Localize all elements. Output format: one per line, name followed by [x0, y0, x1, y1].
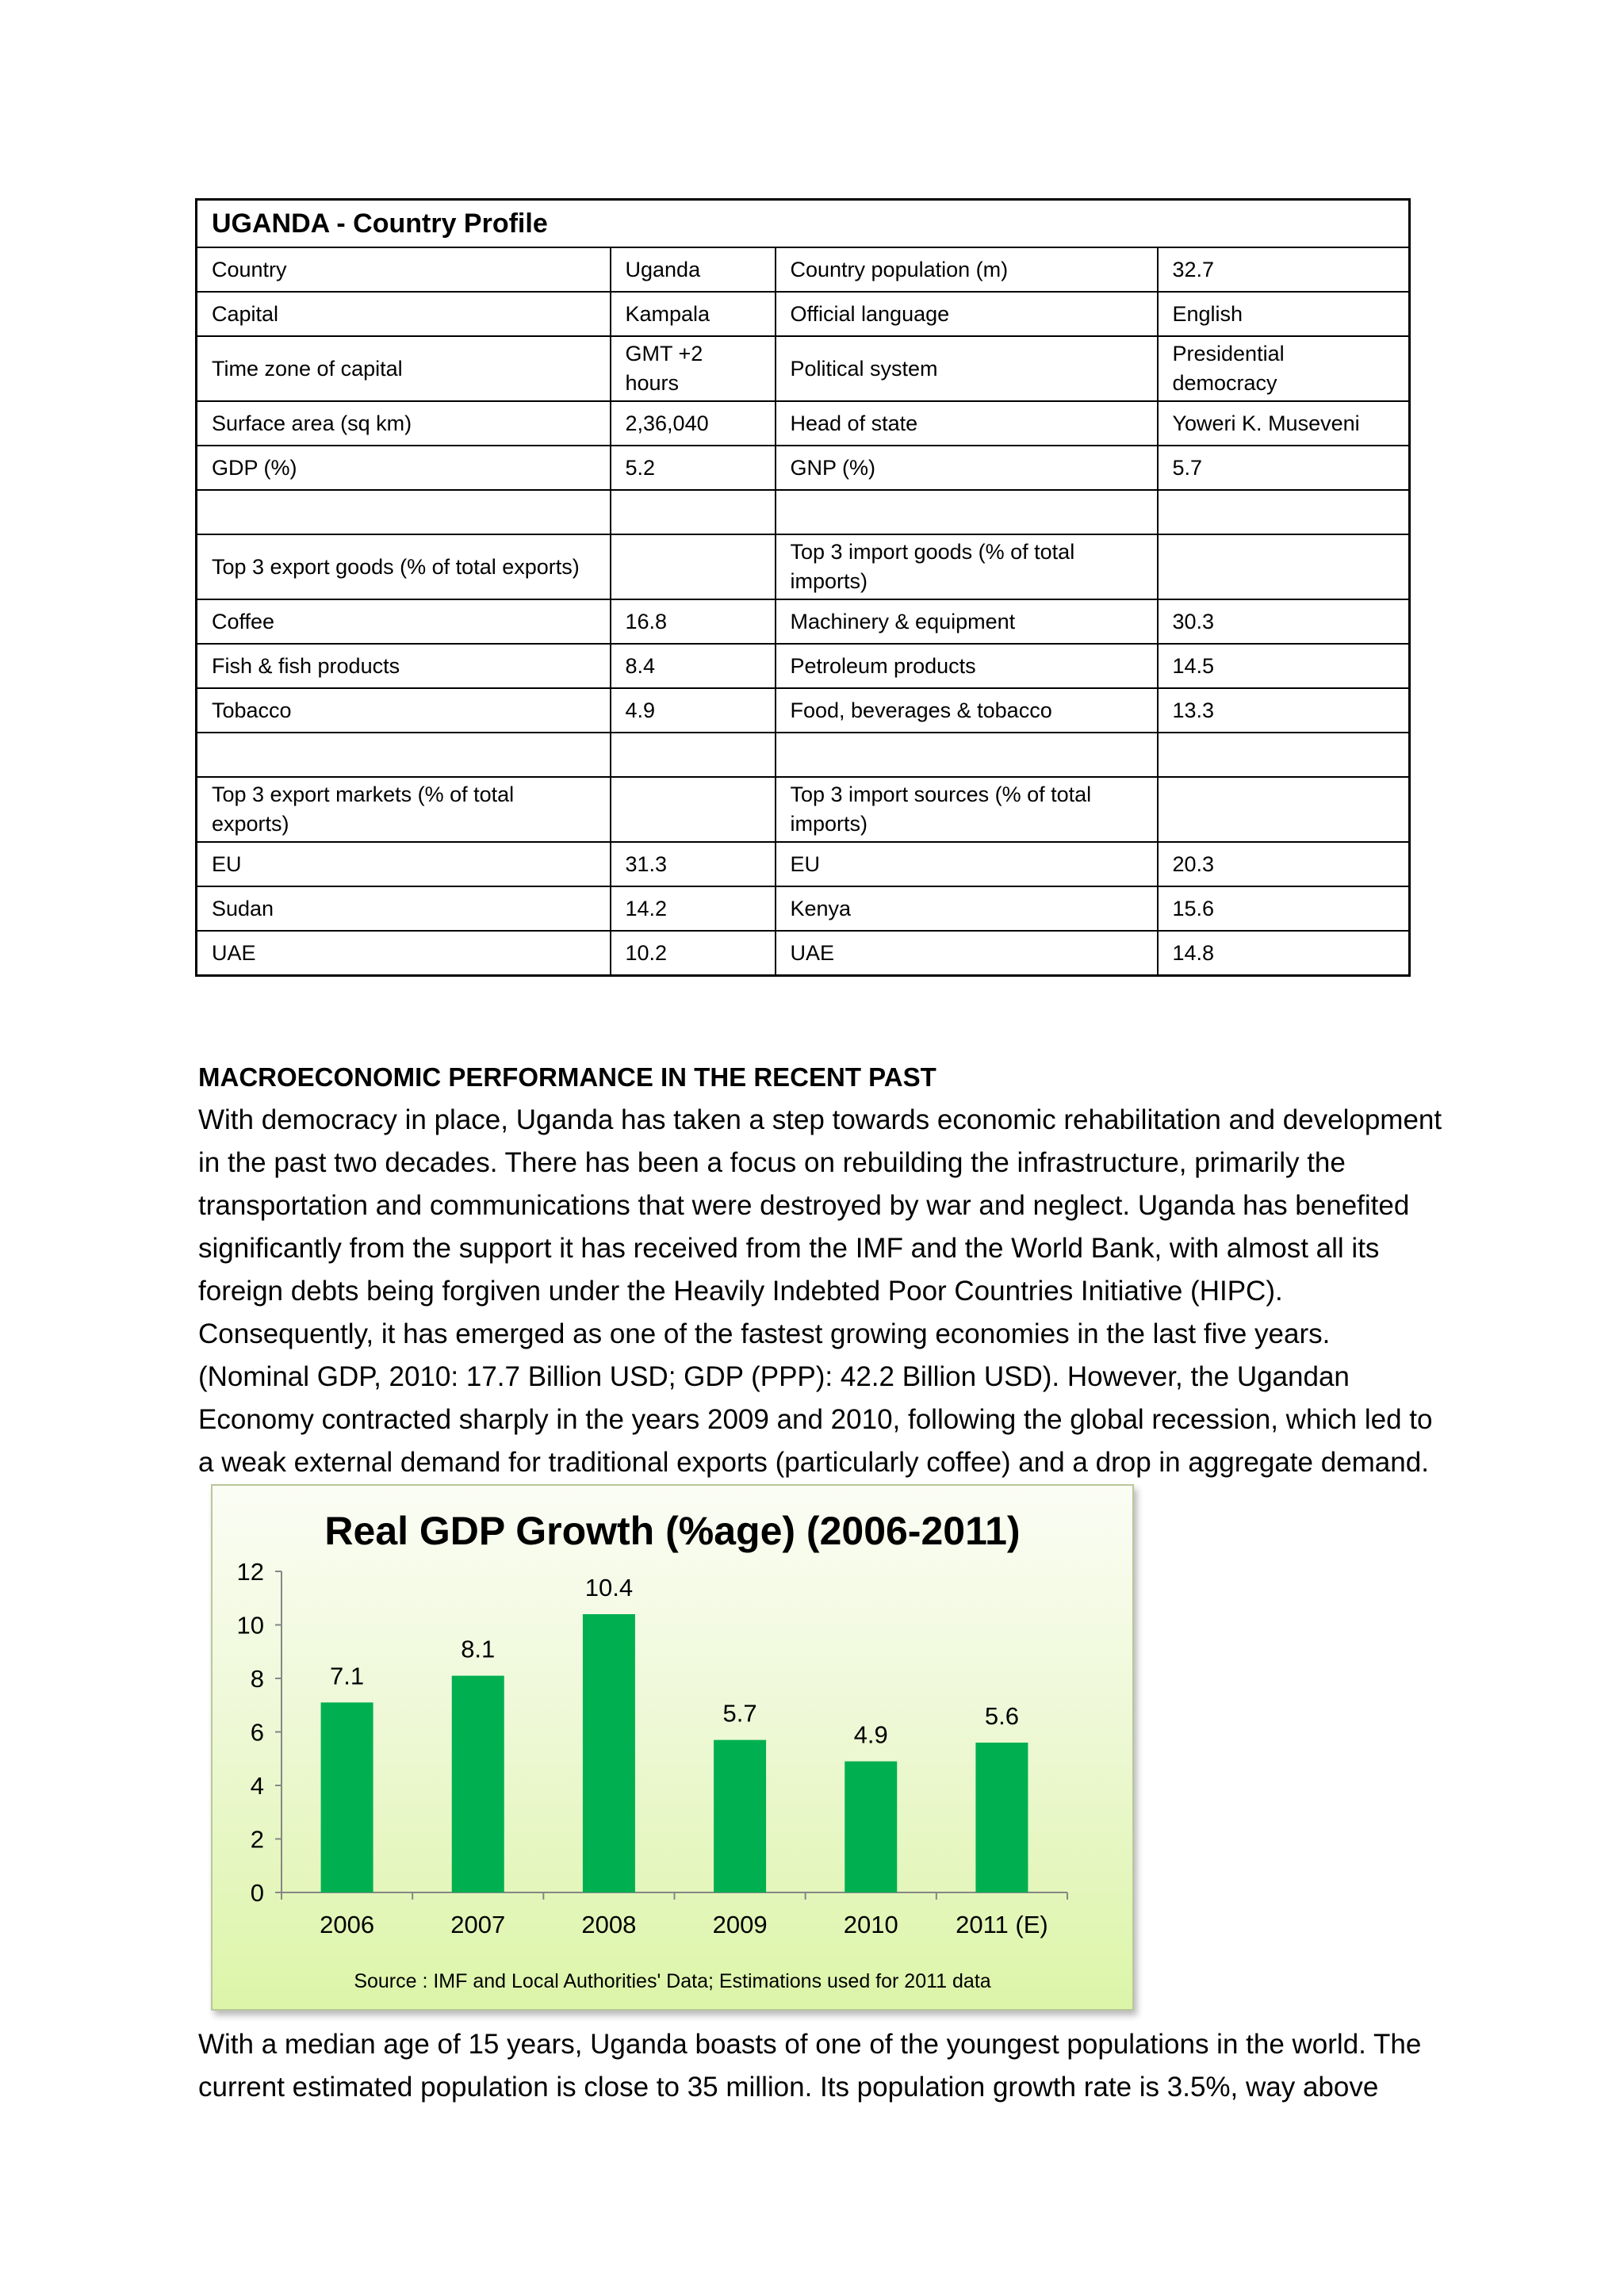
table-cell [197, 733, 611, 777]
table-cell: 5.2 [611, 446, 776, 490]
gdp-growth-chart [211, 1484, 1134, 2011]
table-cell: Surface area (sq km) [197, 401, 611, 446]
y-tick-label: 0 [250, 1879, 264, 1907]
table-cell: Kenya [776, 886, 1158, 931]
bar-2007 [452, 1676, 504, 1892]
table-cell: Time zone of capital [197, 336, 611, 401]
paragraph-population: With a median age of 15 years, Uganda boasts of one of the youngest populations in the world. The current estimated population is close to 35 million. Its population growth rate is 3.5%, way above [198, 2029, 1422, 2103]
y-tick-label: 4 [250, 1772, 264, 1800]
table-cell: Food, beverages & tobacco [776, 688, 1158, 733]
y-tick-label: 2 [250, 1825, 264, 1854]
table-cell: Official language [776, 292, 1158, 336]
table-cell: English [1158, 292, 1410, 336]
table-cell: Top 3 import sources (% of total imports) [776, 777, 1158, 842]
table-cell: EU [197, 842, 611, 886]
table-cell [611, 777, 776, 842]
table-row [197, 644, 1410, 688]
table-cell: GMT +2 hours [611, 336, 776, 401]
x-tick-label: 2007 [450, 1911, 506, 1938]
table-cell: 30.3 [1158, 599, 1410, 644]
bar-2008 [583, 1614, 635, 1892]
y-tick-label: 6 [250, 1718, 264, 1747]
table-cell: UAE [776, 931, 1158, 976]
table-row [197, 931, 1410, 976]
table-cell: 20.3 [1158, 842, 1410, 886]
x-tick-label: 2010 [843, 1911, 898, 1938]
x-tick-label: 2011 (E) [956, 1911, 1048, 1938]
table-cell: Machinery & equipment [776, 599, 1158, 644]
table-cell: Top 3 export goods (% of total exports) [197, 534, 611, 599]
table-cell [776, 490, 1158, 534]
table-cell [611, 534, 776, 599]
y-tick-label: 12 [236, 1558, 264, 1586]
table-row [197, 336, 1410, 401]
table-row [197, 292, 1410, 336]
table-cell [1158, 534, 1410, 599]
table-cell: Country population (m) [776, 247, 1158, 292]
table-cell [611, 733, 776, 777]
table-cell [1158, 490, 1410, 534]
table-cell [1158, 733, 1410, 777]
country-profile-table [195, 198, 1411, 977]
table-cell: GDP (%) [197, 446, 611, 490]
table-cell: 14.5 [1158, 644, 1410, 688]
table-cell: 2,36,040 [611, 401, 776, 446]
data-label: 10.4 [584, 1574, 634, 1601]
table-cell: Kampala [611, 292, 776, 336]
table-cell: Presidential democracy [1158, 336, 1410, 401]
table-cell: Country [197, 247, 611, 292]
x-tick-label: 2009 [712, 1911, 768, 1938]
table-cell: 8.4 [611, 644, 776, 688]
table-cell: Uganda [611, 247, 776, 292]
table-row [197, 534, 1410, 599]
table-cell: Capital [197, 292, 611, 336]
x-tick-label: 2006 [320, 1911, 375, 1938]
bar-2009 [714, 1740, 766, 1892]
table-row [197, 733, 1410, 777]
table-row [197, 777, 1410, 842]
table-cell: 16.8 [611, 599, 776, 644]
table-cell: Political system [776, 336, 1158, 401]
data-label: 7.1 [330, 1662, 365, 1690]
table-row [197, 886, 1410, 931]
table-row [197, 688, 1410, 733]
table-cell [1158, 777, 1410, 842]
table-cell [611, 490, 776, 534]
table-cell: Sudan [197, 886, 611, 931]
table-cell: UAE [197, 931, 611, 976]
table-row [197, 842, 1410, 886]
table-cell: Coffee [197, 599, 611, 644]
bar-2006 [321, 1702, 373, 1892]
data-label: 5.6 [984, 1702, 1019, 1730]
table-cell: 14.2 [611, 886, 776, 931]
chart-canvas [213, 1486, 1132, 2009]
table-row [197, 490, 1410, 534]
table-cell: Head of state [776, 401, 1158, 446]
y-tick-label: 8 [250, 1665, 264, 1693]
chart-title: Real GDP Growth (%age) (2006-2011) [324, 1509, 1021, 1553]
table-cell: Yoweri K. Museveni [1158, 401, 1410, 446]
table-cell: Fish & fish products [197, 644, 611, 688]
y-tick-label: 10 [236, 1611, 264, 1640]
table-cell: 4.9 [611, 688, 776, 733]
table-cell: 13.3 [1158, 688, 1410, 733]
table-cell: GNP (%) [776, 446, 1158, 490]
bar-2011 (E) [975, 1743, 1028, 1892]
table-row [197, 599, 1410, 644]
chart-source-note: Source : IMF and Local Authorities' Data; Estimations used for 2011 data [354, 1970, 991, 1992]
table-cell [197, 490, 611, 534]
x-tick-label: 2008 [581, 1911, 637, 1938]
table-cell: 10.2 [611, 931, 776, 976]
table-cell: Tobacco [197, 688, 611, 733]
table-row [197, 247, 1410, 292]
table-cell [776, 733, 1158, 777]
data-label: 8.1 [461, 1635, 496, 1663]
bar-2010 [845, 1762, 897, 1892]
table-row [197, 401, 1410, 446]
paragraph-macroeconomic: With democracy in place, Uganda has taken a step towards economic rehabilitation and development in the past two decades. There has been a focus on rebuilding the infrastructure, primarily the transportation and communications that were destroyed by war and neglect. Uganda has benefited significantly from the support it has received from the IMF and the World Bank, with almost all its foreign debts being forgiven under the Heavily Indebted Poor Countries Initiative (HIPC). Consequently, it has emerged as one of the fastest growing economies in the last five years. (Nominal GDP, 2010: 17.7 Billion USD; GDP (PPP): 42.2 Billion USD). However, the Ugandan Economy contracted sharply in the years 2009 and 2010, following the global recession, which led to a weak external demand for traditional exports (particularly coffee) and a drop in aggregate demand. [198, 1104, 1442, 1478]
table-row [197, 446, 1410, 490]
table-cell: Top 3 export markets (% of total exports) [197, 777, 611, 842]
data-label: 4.9 [853, 1720, 888, 1749]
table-cell: 31.3 [611, 842, 776, 886]
table-cell: EU [776, 842, 1158, 886]
data-label: 5.7 [722, 1699, 757, 1728]
table-cell: 32.7 [1158, 247, 1410, 292]
table-cell: Top 3 import goods (% of total imports) [776, 534, 1158, 599]
table-cell: 14.8 [1158, 931, 1410, 976]
table-cell: Petroleum products [776, 644, 1158, 688]
section-heading: MACROECONOMIC PERFORMANCE IN THE RECENT PAST [198, 1062, 936, 1092]
profile-title: UGANDA - Country Profile [197, 200, 1410, 248]
table-cell: 5.7 [1158, 446, 1410, 490]
table-cell: 15.6 [1158, 886, 1410, 931]
